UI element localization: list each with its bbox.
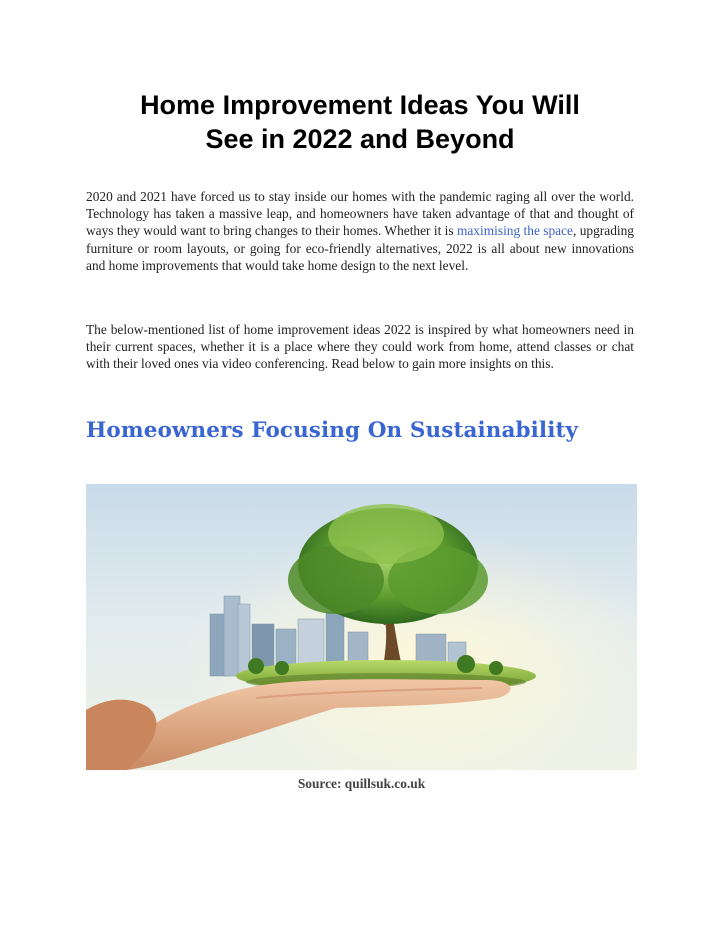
image-caption: Source: quillsuk.co.uk <box>297 776 426 791</box>
sustainability-image <box>86 484 637 770</box>
intro-text-end: , upgrading furniture or room layouts, or going for eco-friendly alternatives, 2022 is all about new innovations and home improvements that would take home design to the next level. <box>86 223 634 273</box>
section-heading: Homeowners Focusing On Sustainability <box>86 418 579 443</box>
list-intro-paragraph: The below-mentioned list of home improvement ideas 2022 is inspired by what homeowners need in their current spaces, whether it is a place where they could work from home, attend classes or chat with their loved ones via video conferencing. Read below to gain more insights on this. <box>86 322 634 372</box>
page-title <box>60 88 660 156</box>
maximising-space-link[interactable]: maximising the space <box>456 223 573 239</box>
title-line-1: Home Improvement Ideas You Will <box>140 90 580 120</box>
title-line-2: See in 2022 and Beyond <box>205 124 515 154</box>
intro-text-start: 2020 and 2021 have forced us to stay inside our homes with the pandemic raging all over the world. Technology has taken a massive leap, and homeowners have taken advantage of that and thought of ways they would want to bring changes to their homes. Whether it is <box>86 189 634 239</box>
intro-paragraph <box>86 188 634 274</box>
